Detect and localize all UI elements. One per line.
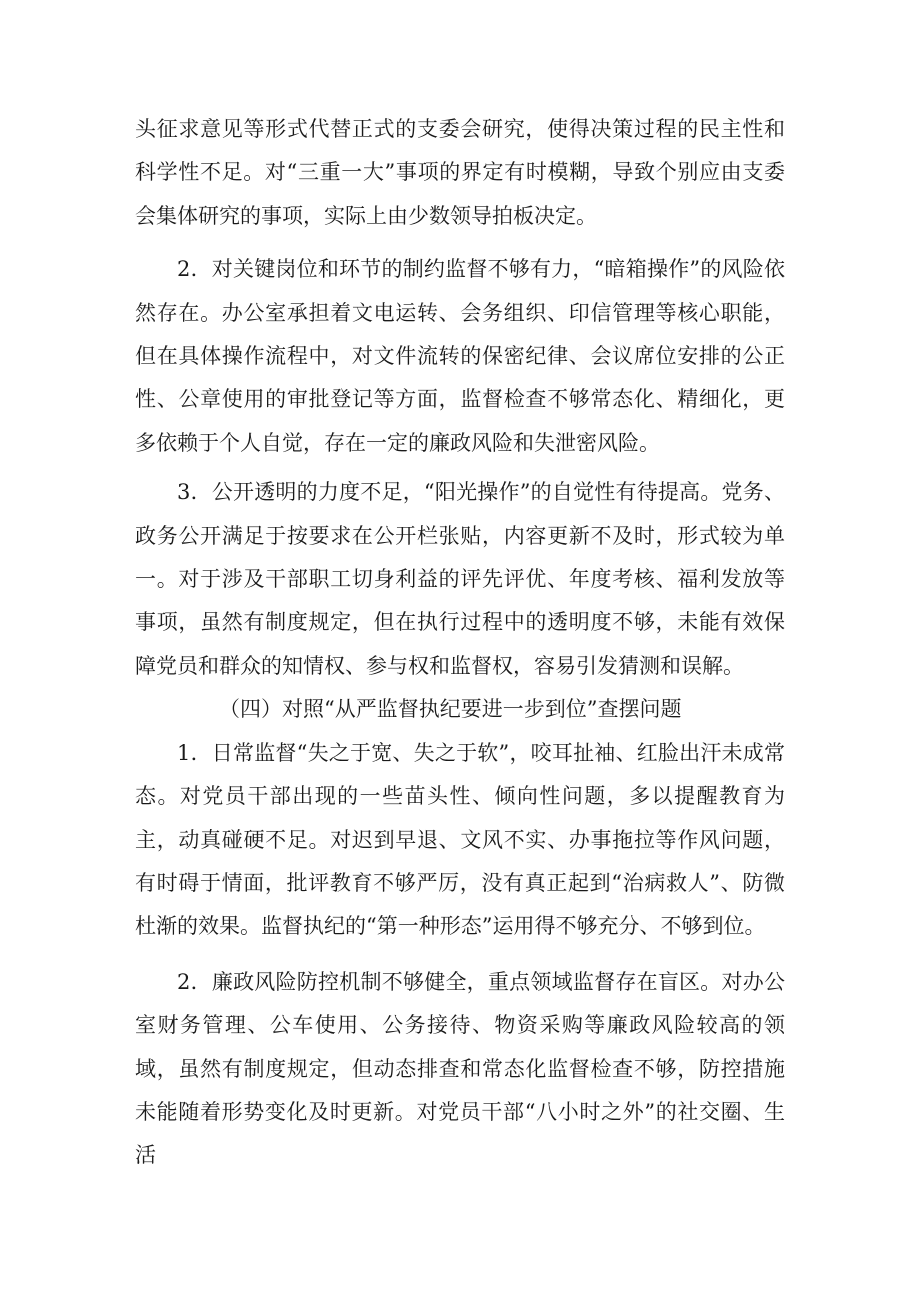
- paragraph-item-2: 2．对关键岗位和环节的制约监督不够有力，“暗箱操作”的风险依然存在。办公室承担着文电运转、会务组织、印信管理等核心职能，但在具体操作流程中，对文件流转的保密纪律、会议席位安排的公正性、公章使用的审批登记等方面，监督检查不够常态化、精细化，更多依赖于个人自觉，存在一定的廉政风险和失泄密风险。: [135, 257, 785, 455]
- paragraph-continuation: 头征求意见等形式代替正式的支委会研究，使得决策过程的民主性和科学性不足。对“三重一大”事项的界定有时模糊，导致个别应由支委会集体研究的事项，实际上由少数领导拍板决定。: [135, 117, 785, 228]
- document-body: [135, 108, 785, 1178]
- section-heading: （四）对照“从严监督执纪要进一步到位”查摆问题: [219, 697, 682, 722]
- paragraph-item-2b: 2．廉政风险防控机制不够健全，重点领域监督存在盲区。对办公室财务管理、公车使用、公务接待、物资采购等廉政风险较高的领域，虽然有制度规定，但动态排查和常态化监督检查不够，防控措施未能随着形势变化及时更新。对党员干部“八小时之外”的社交圈、生活: [135, 969, 785, 1168]
- paragraph-item-1: 1．日常监督“失之于宽、失之于软”，咬耳扯袖、红脸出汗未成常态。对党员干部出现的一些苗头性、倾向性问题，多以提醒教育为主，动真碰硬不足。对迟到早退、文风不实、办事拖拉等作风问题，有时碍于情面，批评教育不够严厉，没有真正起到“治病救人”、防微杜渐的效果。监督执纪的“第一种形态”运用得不够充分、不够到位。: [135, 740, 785, 939]
- paragraph-item-3: 3．公开透明的力度不足，“阳光操作”的自觉性有待提高。党务、政务公开满足于按要求在公开栏张贴，内容更新不及时，形式较为单一。对于涉及干部职工切身利益的评先评优、年度考核、福利发放等事项，虽然有制度规定，但在执行过程中的透明度不够，未能有效保障党员和群众的知情权、参与权和监督权，容易引发猜测和误解。: [135, 480, 785, 678]
